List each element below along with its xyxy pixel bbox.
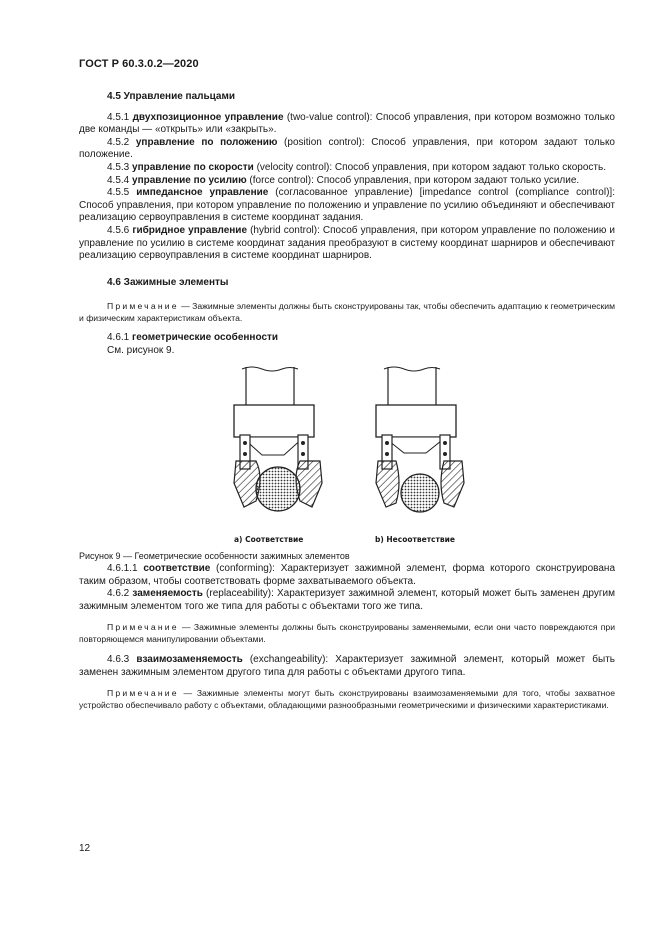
- note-1: [79, 301, 615, 324]
- clause-number: 4.6.3: [107, 654, 137, 666]
- clause-number: 4.5.6: [107, 224, 133, 236]
- clause-term: соответствие: [143, 562, 211, 574]
- figure-9: [79, 365, 615, 550]
- clause-text: (conforming): Характеризует зажимной элемент, форма которого сконструирована таким образом, чтобы соответствовать форме захватываемого объекта.: [79, 562, 616, 587]
- document-code: ГОСТ Р 60.3.0.2—2020: [79, 58, 199, 70]
- figure-caption: Рисунок 9 — Геометрические особенности зажимных элементов: [79, 551, 350, 562]
- clause-term: взаимозаменяемость: [136, 654, 243, 666]
- section-4-5-title: 4.5 Управление пальцами: [107, 91, 236, 102]
- clause-4-5-2: [79, 137, 615, 162]
- note-text: — Зажимные элементы должны быть сконструированы заменяемыми, если они часто повреждаются при повторяющемся манипулировании объектами.: [79, 622, 615, 644]
- clause-number: 4.5.3: [107, 161, 133, 173]
- clause-text: (согласованное управление) [impedance control (compliance control)]: Способ управления, при котором управление по положению и управление по усилию объединяют и обеспечивают реализацию сервоуправления в системе координат задания.: [79, 187, 615, 224]
- note-3: [79, 688, 615, 711]
- clause-term: импедансное управление: [136, 187, 269, 199]
- page-number: 12: [79, 843, 91, 854]
- clause-term: управление по положению: [135, 136, 278, 148]
- clause-term: гибридное управление: [132, 224, 248, 236]
- see-figure-ref: См. рисунок 9.: [107, 344, 175, 356]
- note-label: Примечание: [107, 301, 179, 312]
- clause-4-5-4: [79, 175, 615, 188]
- clause-4-5-6: [79, 225, 615, 263]
- clause-4-5-5: [79, 187, 615, 225]
- clause-text: (hybrid control): Способ управления, при котором управление по положению и управление по усилию в системе координат задания преобразуют в систему координат шарниров и обеспечивают реализацию сервоуправления в системе координат шарниров.: [79, 224, 615, 262]
- clause-4-6-1: [79, 332, 615, 345]
- clause-4-5-1: [79, 112, 615, 137]
- clause-term: геометрические особенности: [132, 332, 279, 344]
- section-4-6-title: 4.6 Зажимные элементы: [107, 276, 229, 288]
- figure-label-a: a) Соответствие: [234, 535, 304, 545]
- clause-term: заменяемость: [132, 588, 203, 600]
- clause-number: 4.6.1.1: [107, 562, 144, 574]
- note-2: [79, 622, 615, 645]
- clause-4-6-1-1: [79, 563, 615, 588]
- clause-number: 4.5.4: [107, 174, 133, 186]
- clause-text: (force control): Способ управления, при котором задают только усилие.: [246, 174, 580, 186]
- gripper-nonconforming-drawing: [374, 365, 466, 525]
- clause-term: управление по усилию: [132, 174, 247, 186]
- clause-text: (position control): Способ управления, при котором задают только положение.: [79, 136, 615, 161]
- clause-number: 4.5.5: [107, 187, 137, 199]
- note-label: Примечание: [107, 622, 179, 633]
- clause-text: (two-value control): Способ управления, при котором возможно только две команды — «открыть» или «закрыть».: [79, 111, 615, 136]
- note-label: Примечание: [107, 688, 179, 699]
- clause-text: (exchangeability): Характеризует зажимной элемент, который может быть заменен зажимным элементом другого типа для работы с объектами другого типа.: [79, 654, 615, 678]
- clause-number: 4.6.1: [107, 332, 133, 344]
- page-content: [79, 91, 615, 711]
- clause-4-5-3: [79, 162, 615, 175]
- note-text: — Зажимные элементы могут быть сконструированы взаимозаменяемыми для того, чтобы захватное устройство обеспечивало работу с объектами, обладающими разнообразными геометрическими и физическими характеристиками.: [79, 688, 615, 710]
- note-text: — Зажимные элементы должны быть сконструированы так, чтобы обеспечить адаптацию к геометрическим и физическим характеристикам объекта.: [79, 301, 615, 323]
- clause-text: (velocity control): Способ управления, при котором задают только скорость.: [253, 161, 606, 173]
- clause-text: (replaceability): Характеризует зажимной элемент, который может быть заменен другим зажимным элементом того же типа для работы с объектами того же типа.: [79, 588, 615, 612]
- clause-4-6-2: [79, 588, 615, 613]
- clause-number: 4.5.1: [107, 111, 133, 123]
- gripper-conforming-drawing: [232, 365, 324, 525]
- clause-term: управление по скорости: [132, 161, 254, 173]
- clause-4-6-3: [79, 654, 615, 679]
- figure-label-b: b) Несоответствие: [375, 535, 455, 545]
- clause-number: 4.5.2: [107, 136, 136, 148]
- clause-term: двухпозиционное управление: [132, 111, 284, 123]
- clause-number: 4.6.2: [107, 588, 133, 600]
